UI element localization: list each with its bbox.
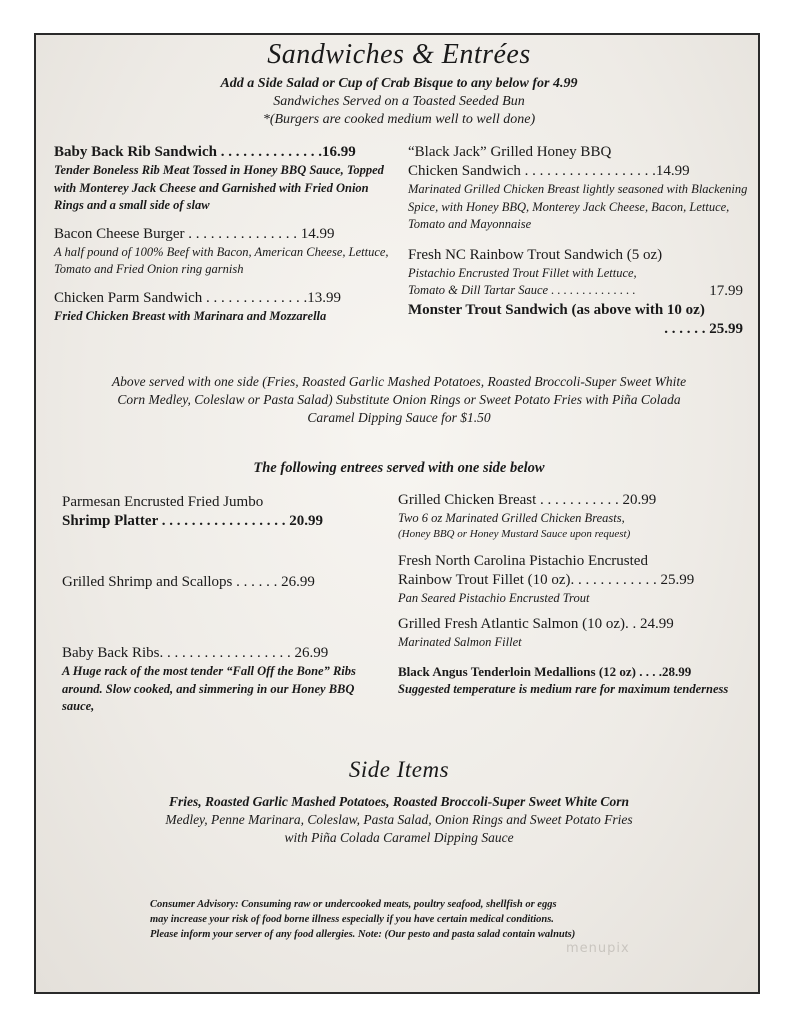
item-description: A half pound of 100% Beef with Bacon, American Cheese, Lettuce, Tomato and Fried Onion ring garnish xyxy=(54,244,389,276)
item-title-line2: Shrimp Platter . . . . . . . . . . . . . . . . . 20.99 xyxy=(62,513,323,529)
item-description: Two 6 oz Marinated Grilled Chicken Breasts, xyxy=(398,511,625,525)
item-description: Marinated Salmon Fillet xyxy=(398,635,522,649)
side-salad-note: Add a Side Salad or Cup of Crab Bisque to any below for 4.99 xyxy=(220,76,578,91)
sandwiches-title: Sandwiches & Entrées xyxy=(267,39,531,70)
item-description-2: Tomato & Dill Tartar Sauce . . . . . . . . . . . . . . xyxy=(408,283,636,297)
item-title: Grilled Shrimp and Scallops . . . . . . 26.99 xyxy=(62,574,315,590)
menu-item-shrimp-and-scallops xyxy=(62,573,382,592)
advisory-line2: may increase your risk of food borne illness especially if you have certain medical conditions. xyxy=(150,914,554,925)
item-description: Tender Boneless Rib Meat Tossed in Honey BBQ Sauce, Topped with Monterey Jack Cheese and Garnished with Fried Onion Rings and a small side of slaw xyxy=(54,163,384,212)
sandwich-side-note: Above served with one side (Fries, Roasted Garlic Mashed Potatoes, Roasted Broccoli-Super Sweet White Corn Medley, Coleslaw or Pasta Salad) Substitute Onion Rings or Sweet Potato Fries with Piña Colada Caramel Dipping Sauce for $1.50 xyxy=(111,374,687,425)
bun-note: Sandwiches Served on a Toasted Seeded Bun xyxy=(273,94,525,109)
item-description: A Huge rack of the most tender “Fall Off the Bone” Ribs around. Slow cooked, and simmering in our Honey BBQ sauce, xyxy=(62,664,356,713)
item-title: Baby Back Rib Sandwich . . . . . . . . . . . . . .16.99 xyxy=(54,144,356,160)
item-description: Pistachio Encrusted Trout Fillet with Lettuce, xyxy=(408,265,637,280)
burger-note: *(Burgers are cooked medium well to well done) xyxy=(262,112,536,127)
item-title-line2: Chicken Sandwich . . . . . . . . . . . . . . . . . .14.99 xyxy=(408,163,690,179)
entree-right-column xyxy=(398,491,753,698)
side-items-title: Side Items xyxy=(348,757,450,782)
consumer-advisory xyxy=(150,897,710,942)
watermark-logo: menupix xyxy=(566,941,630,956)
item-price: 17.99 xyxy=(709,283,743,299)
item-title: Chicken Parm Sandwich . . . . . . . . . . . . . .13.99 xyxy=(54,289,342,306)
menu-item-chicken-parm-sandwich xyxy=(54,289,394,326)
item-title-line1: Fresh North Carolina Pistachio Encrusted xyxy=(398,552,648,569)
entrees-heading: The following entrees served with one side below xyxy=(253,460,545,476)
menu-item-baby-back-rib-sandwich xyxy=(54,143,394,215)
item-title: Monster Trout Sandwich (as above with 10 oz) xyxy=(408,302,705,318)
menu-item-black-jack-chicken-sandwich xyxy=(408,143,753,234)
menu-item-atlantic-salmon xyxy=(398,615,753,652)
item-description: Fried Chicken Breast with Marinara and Mozzarella xyxy=(54,308,327,323)
item-title-line1: Parmesan Encrusted Fried Jumbo xyxy=(62,494,264,510)
menu-item-baby-back-ribs xyxy=(62,644,382,716)
item-sauce-note: (Honey BBQ or Honey Mustard Sauce upon request) xyxy=(398,527,631,540)
menu-item-pistachio-trout-fillet xyxy=(398,552,753,608)
side-items-line3: with Piña Colada Caramel Dipping Sauce xyxy=(284,830,514,845)
menu-page xyxy=(34,33,760,994)
item-title: Black Angus Tenderloin Medallions (12 oz) . . . .28.99 xyxy=(398,663,692,679)
side-items-line1: Fries, Roasted Garlic Mashed Potatoes, Roasted Broccoli-Super Sweet White Corn xyxy=(169,794,629,809)
menu-item-tenderloin-medallions xyxy=(398,662,753,699)
entree-left-column xyxy=(62,493,382,716)
item-title-line1: “Black Jack” Grilled Honey BBQ xyxy=(408,144,612,160)
menu-item-monster-trout-sandwich xyxy=(408,301,753,339)
item-title: Grilled Chicken Breast . . . . . . . . . . . 20.99 xyxy=(398,492,657,508)
item-title: Baby Back Ribs. . . . . . . . . . . . . . . . . . 26.99 xyxy=(62,645,329,661)
sandwich-right-column xyxy=(408,143,753,339)
advisory-line3: Please inform your server of any food allergies. Note: (Our pesto and pasta salad contain walnuts) xyxy=(150,929,576,940)
item-description: Pan Seared Pistachio Encrusted Trout xyxy=(398,590,590,605)
item-title: Fresh NC Rainbow Trout Sandwich (5 oz) xyxy=(408,246,663,263)
menu-item-bacon-cheese-burger xyxy=(54,225,394,279)
item-price: . . . . . . 25.99 xyxy=(664,321,743,337)
item-description: Marinated Grilled Chicken Breast lightly seasoned with Blackening Spice, with Honey BBQ, Monterey Jack Cheese, Bacon, Lettuce, Tomato and Mayonnaise xyxy=(408,182,748,231)
item-title: Bacon Cheese Burger . . . . . . . . . . . . . . . 14.99 xyxy=(54,225,335,242)
menu-item-jumbo-shrimp-platter xyxy=(62,493,382,531)
item-title-line2: Rainbow Trout Fillet (10 oz). . . . . . . . . . . . 25.99 xyxy=(398,571,695,588)
sandwich-left-column xyxy=(54,143,394,325)
item-description: Suggested temperature is medium rare for maximum tenderness xyxy=(398,681,729,696)
menu-item-rainbow-trout-sandwich xyxy=(408,246,753,302)
item-title: Grilled Fresh Atlantic Salmon (10 oz). . 24.99 xyxy=(398,616,674,632)
side-items-line2: Medley, Penne Marinara, Coleslaw, Pasta Salad, Onion Rings and Sweet Potato Fries xyxy=(165,812,633,827)
advisory-line1: Consumer Advisory: Consuming raw or undercooked meats, poultry seafood, shellfish or eggs xyxy=(150,899,557,910)
menu-item-grilled-chicken-breast xyxy=(398,491,753,540)
